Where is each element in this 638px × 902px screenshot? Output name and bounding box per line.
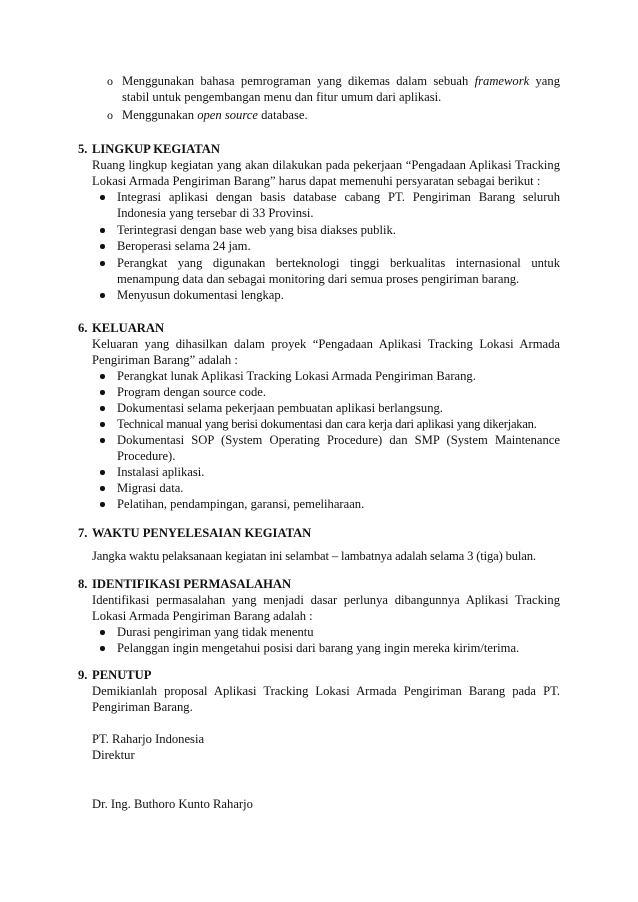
section-5-bullet-4-line-2: menampung data dan sebagai monitoring dari semua proses pengiriman barang. bbox=[117, 272, 520, 286]
section-5-heading: LINGKUP KEGIATAN bbox=[92, 142, 220, 156]
bullet-icon bbox=[100, 486, 105, 491]
section-8-para-line-2: Lokasi Armada Pengiriman Barang adalah : bbox=[92, 609, 313, 623]
closing-company: PT. Raharjo Indonesia bbox=[92, 732, 205, 746]
bullet-icon bbox=[100, 293, 105, 298]
bullet-icon bbox=[100, 390, 105, 395]
section-6-bullet-6: Instalasi aplikasi. bbox=[117, 465, 205, 479]
bullet-icon bbox=[100, 406, 105, 411]
section-7-number: 7. bbox=[78, 526, 88, 540]
section-6-para-line-2: Pengiriman Barang” adalah : bbox=[92, 353, 238, 367]
section-8-bullet-1: Durasi pengiriman yang tidak menentu bbox=[117, 625, 314, 639]
section-7-para: Jangka waktu pelaksanaan kegiatan ini selambat – lambatnya adalah selama 3 (tiga) bulan. bbox=[92, 549, 536, 563]
bullet-icon bbox=[100, 422, 105, 427]
section-9-number: 9. bbox=[78, 668, 88, 682]
bullet-icon bbox=[100, 228, 105, 233]
section-9-heading: PENUTUP bbox=[92, 668, 152, 682]
section-5-bullet-2: Terintegrasi dengan base web yang bisa diakses publik. bbox=[117, 223, 396, 237]
section-6-bullet-4: Technical manual yang berisi dokumentasi dan cara kerja dari aplikasi yang dikerjakan. bbox=[117, 417, 537, 431]
bullet-icon bbox=[100, 261, 105, 266]
bullet-icon bbox=[100, 438, 105, 443]
section-5-bullet-3: Beroperasi selama 24 jam. bbox=[117, 239, 251, 253]
section-8-bullet-2: Pelanggan ingin mengetahui posisi dari barang yang ingin mereka kirim/terima. bbox=[117, 641, 520, 655]
circle-bullet-icon: o bbox=[107, 74, 113, 88]
section-8-number: 8. bbox=[78, 577, 88, 591]
section-5-bullet-5: Menyusun dokumentasi lengkap. bbox=[117, 288, 284, 302]
section-5-bullet-1-line-1: Integrasi aplikasi dengan basis database cabang PT. Pengiriman Barang seluruh bbox=[117, 190, 560, 204]
bullet-icon bbox=[100, 470, 105, 475]
section-6-bullet-5-line-1: Dokumentasi SOP (System Operating Procedure) dan SMP (System Maintenance bbox=[117, 433, 560, 447]
bullet-icon bbox=[100, 502, 105, 507]
section-8-heading: IDENTIFIKASI PERMASALAHAN bbox=[92, 577, 292, 591]
intro-item-2: Menggunakan open source database. bbox=[122, 108, 308, 122]
section-9-para-line-1: Demikianlah proposal Aplikasi Tracking Lokasi Armada Pengiriman Barang pada PT. bbox=[92, 684, 560, 698]
section-6-bullet-2: Program dengan source code. bbox=[117, 385, 266, 399]
intro-item-1-line-1: Menggunakan bahasa pemrograman yang dikemas dalam sebuah framework yang bbox=[122, 74, 560, 88]
section-5-para-line-1: Ruang lingkup kegiatan yang akan dilakukan pada pekerjaan “Pengadaan Aplikasi Tracking bbox=[92, 158, 560, 172]
bullet-icon bbox=[100, 374, 105, 379]
section-6-bullet-7: Migrasi data. bbox=[117, 481, 184, 495]
signatory-name: Dr. Ing. Buthoro Kunto Raharjo bbox=[92, 797, 253, 811]
section-6-number: 6. bbox=[78, 321, 88, 335]
section-9-para-line-2: Pengiriman Barang. bbox=[92, 700, 193, 714]
bullet-icon bbox=[100, 195, 105, 200]
section-5-bullet-1-line-2: Indonesia yang tersebar di 33 Provinsi. bbox=[117, 206, 314, 220]
section-6-bullet-5-line-2: Procedure). bbox=[117, 449, 176, 463]
closing-title: Direktur bbox=[92, 748, 135, 762]
section-6-bullet-1: Perangkat lunak Aplikasi Tracking Lokasi Armada Pengiriman Barang. bbox=[117, 369, 476, 383]
section-5-para-line-2: Lokasi Armada Pengiriman Barang” harus dapat memenuhi persyaratan sebagai berikut : bbox=[92, 174, 541, 188]
circle-bullet-icon: o bbox=[107, 108, 113, 122]
section-6-heading: KELUARAN bbox=[92, 321, 165, 335]
bullet-icon bbox=[100, 244, 105, 249]
section-5-bullet-4-line-1: Perangkat yang digunakan berteknologi tinggi berkualitas internasional untuk bbox=[117, 256, 560, 270]
section-6-bullet-8: Pelatihan, pendampingan, garansi, pemeliharaan. bbox=[117, 497, 365, 511]
bullet-icon bbox=[100, 646, 105, 651]
intro-item-1-line-2: stabil untuk pengembangan menu dan fitur umum dari aplikasi. bbox=[122, 90, 442, 104]
section-7-heading: WAKTU PENYELESAIAN KEGIATAN bbox=[92, 526, 312, 540]
section-6-para-line-1: Keluaran yang dihasilkan dalam proyek “Pengadaan Aplikasi Tracking Lokasi Armada bbox=[92, 337, 560, 351]
bullet-icon bbox=[100, 630, 105, 635]
section-5-number: 5. bbox=[78, 142, 88, 156]
section-6-bullet-3: Dokumentasi selama pekerjaan pembuatan aplikasi berlangsung. bbox=[117, 401, 443, 415]
section-8-para-line-1: Identifikasi permasalahan yang menjadi dasar perlunya dibangunnya Aplikasi Tracking bbox=[92, 593, 560, 607]
